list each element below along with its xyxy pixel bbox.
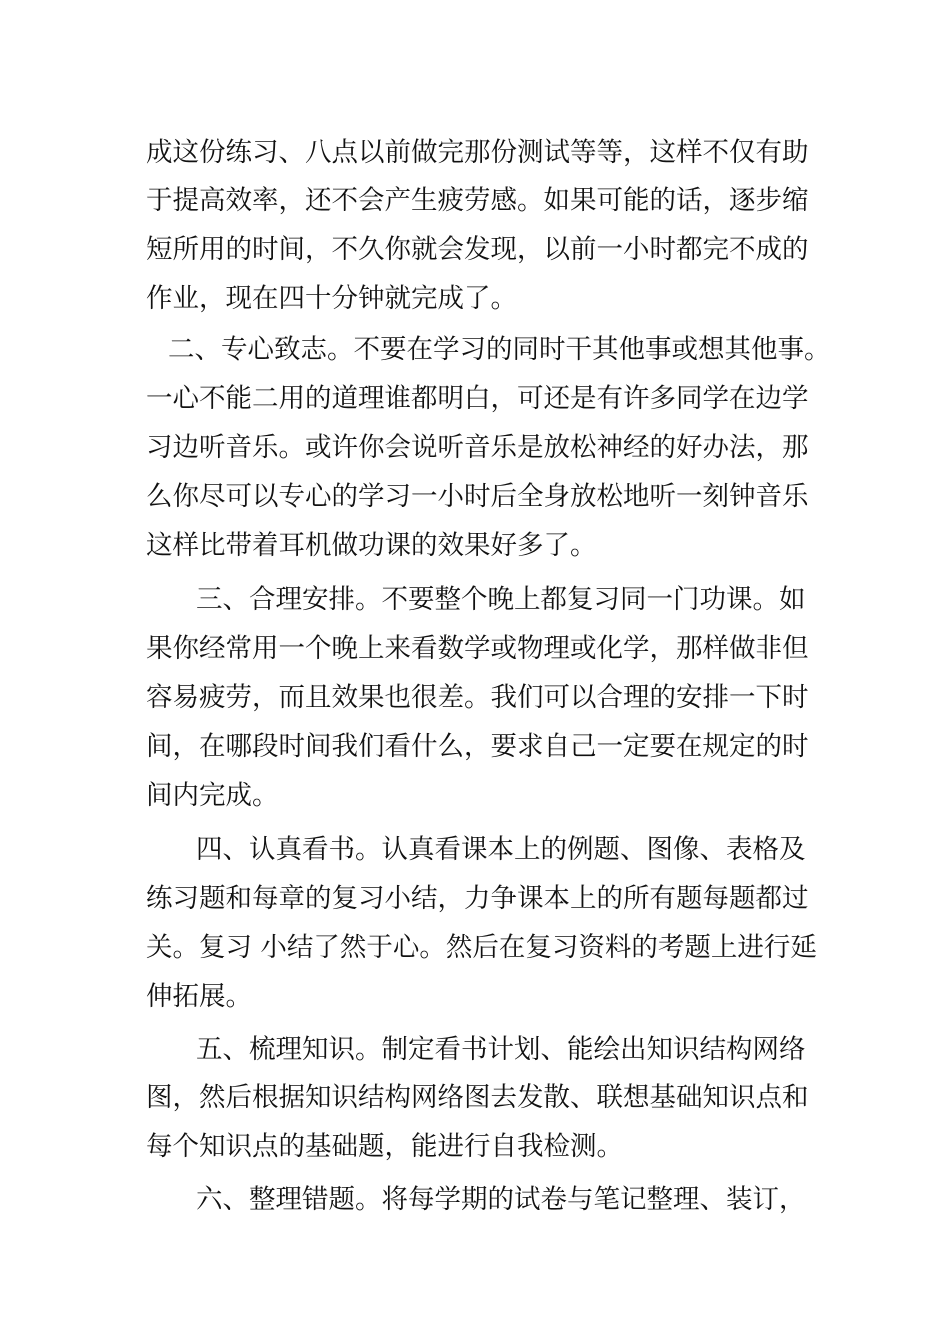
text-line: 短所用的时间，不久你就会发现，以前一小时都完不成的	[146, 234, 809, 265]
text-line: 练习题和每章的复习小结，力争课本上的所有题每题都过	[146, 883, 809, 914]
text-line: 间，在哪段时间我们看什么，要求自己一定要在规定的时	[146, 731, 809, 762]
text-line: 伸拓展。	[146, 981, 252, 1012]
text-line: 这样比带着耳机做功课的效果好多了。	[146, 530, 597, 561]
text-line: 么你尽可以专心的学习一小时后全身放松地听一刻钟音乐	[146, 481, 809, 512]
text-line: 六、整理错题。将每学期的试卷与笔记整理、装订，	[196, 1184, 806, 1215]
text-line: 间内完成。	[146, 780, 279, 811]
text-line: 关。复习 小结了然于心。然后在复习资料的考题上进行延	[146, 932, 817, 963]
text-line: 四、认真看书。认真看课本上的例题、图像、表格及	[196, 834, 806, 865]
text-line: 每个知识点的基础题，能进行自我检测。	[146, 1131, 623, 1162]
text-line: 图，然后根据知识结构网络图去发散、联想基础知识点和	[146, 1082, 809, 1113]
text-line: 成这份练习、八点以前做完那份测试等等，这样不仅有助	[146, 137, 809, 168]
text-line: 容易疲劳，而且效果也很差。我们可以合理的安排一下时	[146, 682, 809, 713]
text-line: 五、梳理知识。制定看书计划、能绘出知识结构网络	[196, 1034, 806, 1065]
text-line: 一心不能二用的道理谁都明白，可还是有许多同学在边学	[146, 383, 809, 414]
text-line: 二、专心致志。不要在学习的同时干其他事或想其他事。	[168, 334, 831, 365]
text-line: 习边听音乐。或许你会说听音乐是放松神经的好办法，那	[146, 432, 809, 463]
text-line: 作业，现在四十分钟就完成了。	[146, 283, 517, 314]
text-line: 果你经常用一个晚上来看数学或物理或化学，那样做非但	[146, 633, 809, 664]
text-line: 于提高效率，还不会产生疲劳感。如果可能的话，逐步缩	[146, 185, 809, 216]
text-line: 三、合理安排。不要整个晚上都复习同一门功课。如	[196, 584, 806, 615]
